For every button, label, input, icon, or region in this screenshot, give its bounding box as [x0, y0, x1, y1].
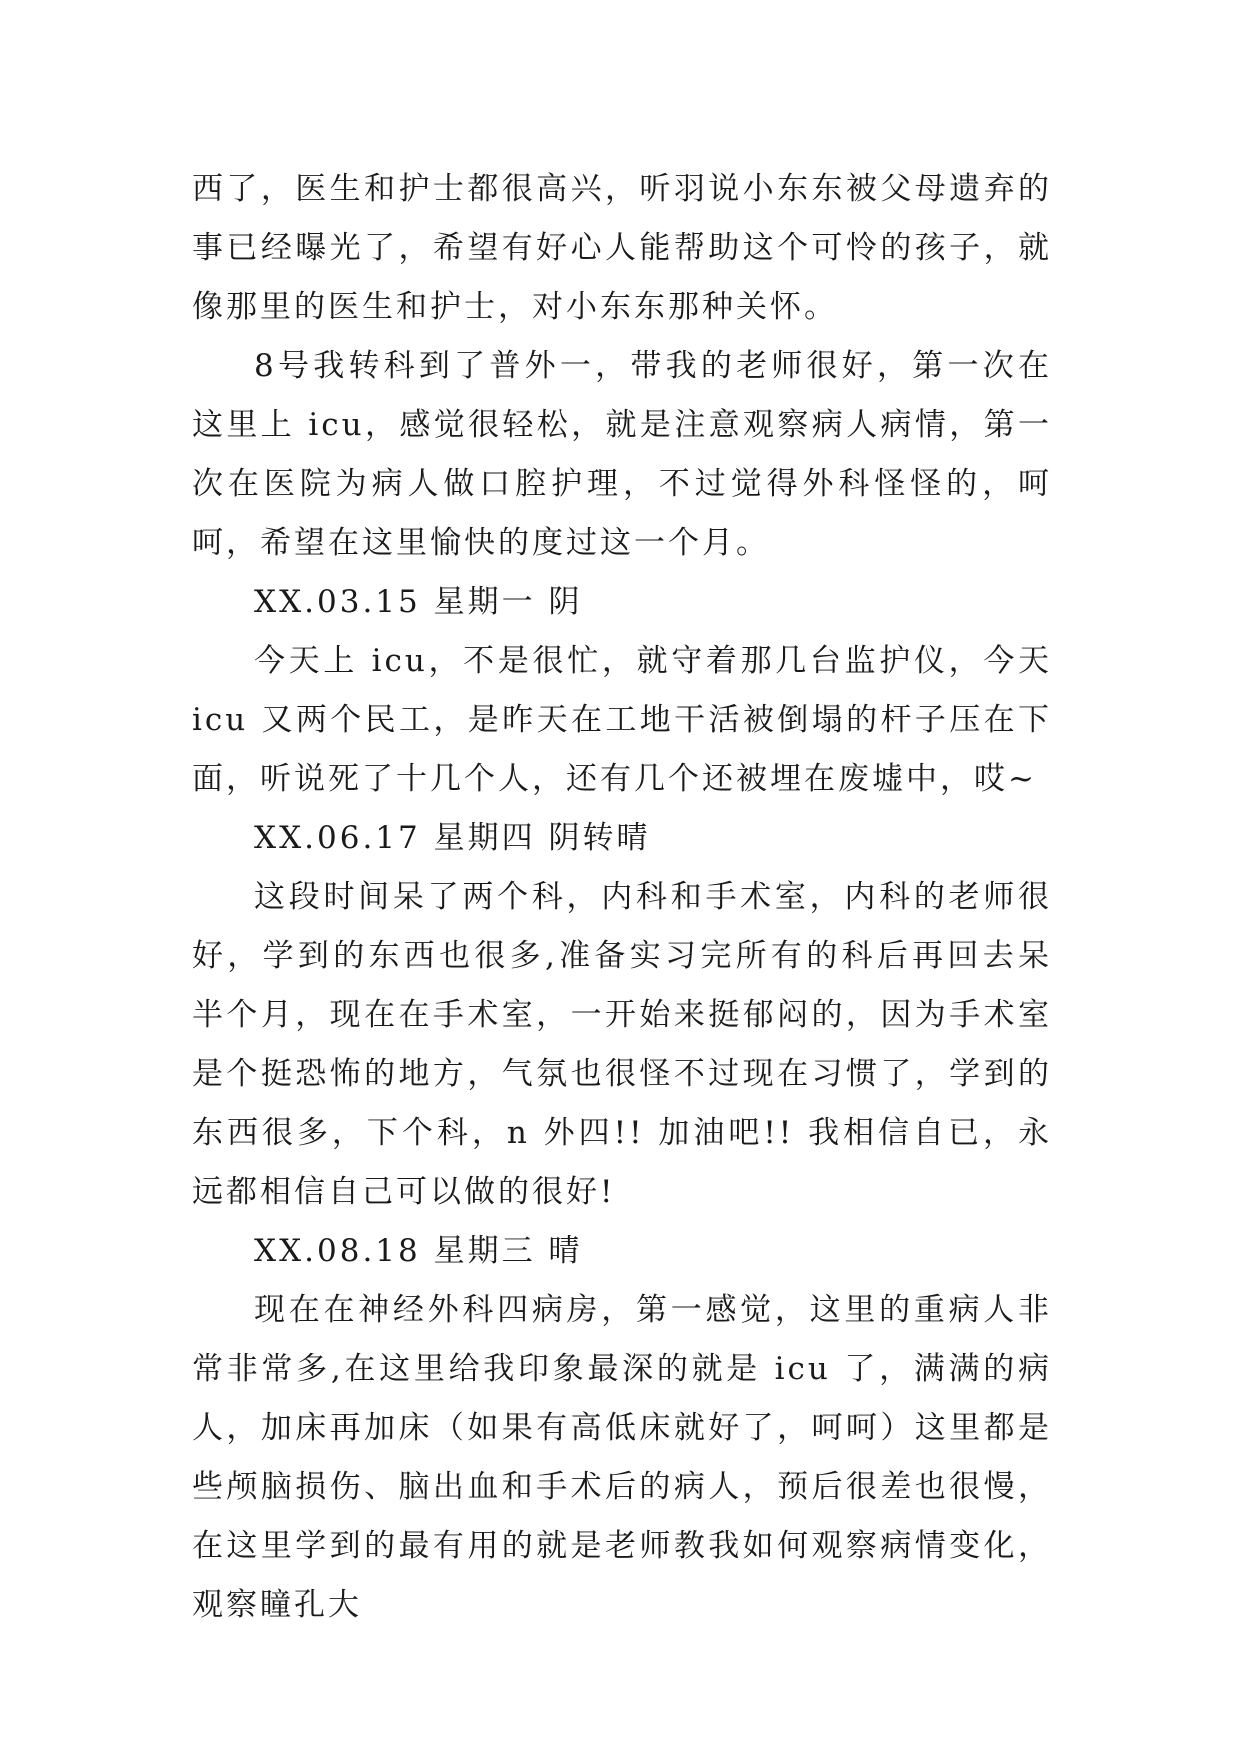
paragraph: 西了，医生和护士都很高兴，听羽说小东东被父母遗弃的事已经曝光了，希望有好心人能帮助这个可怜的孩子，就像那里的医生和护士，对小东东那种关怀。 [192, 171, 1052, 325]
diary-date-heading: XX.03.15 星期一 阴 [254, 584, 583, 620]
paragraph: 8号我转科到了普外一，带我的老师很好，第一次在这里上 icu，感觉很轻松，就是注意观察病人病情，第一次在医院为病人做口腔护理，不过觉得外科怪怪的，呵呵，希望在这里愉快的度过这一个月。 [192, 348, 1052, 561]
diary-date-heading: XX.08.18 星期三 晴 [254, 1233, 583, 1269]
diary-date-heading: XX.06.17 星期四 阴转晴 [254, 820, 651, 856]
paragraph: 今天上 icu，不是很忙，就守着那几台监护仪，今天 icu 又两个民工，是昨天在工地干活被倒塌的杆子压在下面，听说死了十几个人，还有几个还被埋在废墟中，哎~ [192, 643, 1052, 797]
paragraph: 现在在神经外科四病房，第一感觉，这里的重病人非常非常多,在这里给我印象最深的就是 icu 了，满满的病人，加床再加床（如果有高低床就好了，呵呵）这里都是些颅脑损伤、脑出血和手术后的病人，预后很差也很慢，在这里学到的最有用的就是老师教我如何观察病情变化，观察瞳孔大 [192, 1292, 1052, 1623]
document-body [192, 160, 1052, 1635]
paragraph: 这段时间呆了两个科，内科和手术室，内科的老师很好，学到的东西也很多,准备实习完所有的科后再回去呆半个月，现在在手术室，一开始来挺郁闷的，因为手术室是个挺恐怖的地方，气氛也很怪不过现在习惯了，学到的东西很多，下个科，n 外四!! 加油吧!! 我相信自已，永远都相信自己可以做的很好! [192, 879, 1052, 1210]
